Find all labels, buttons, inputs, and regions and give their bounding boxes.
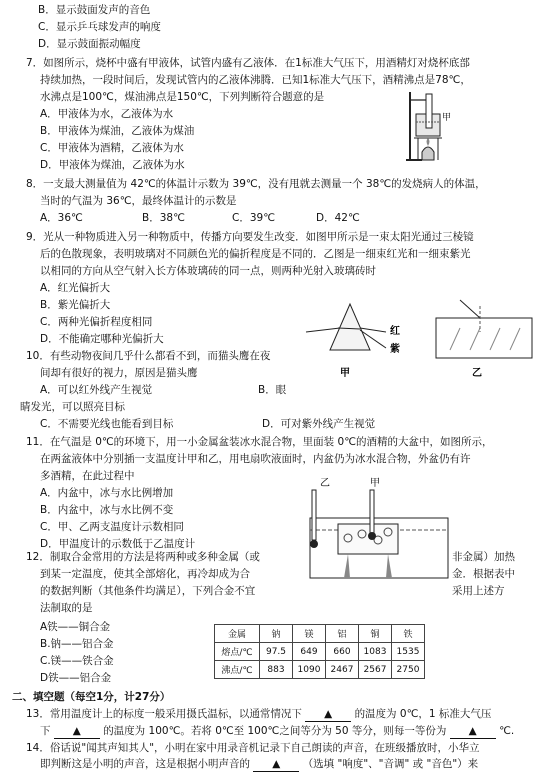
q10-option-b-continued: 睛发光，可以照亮目标 — [20, 401, 125, 413]
table-cell: 1090 — [293, 661, 326, 679]
q9-option-b: B．紫光偏折大 — [40, 299, 111, 311]
q11-option-a: A．内盆中，冰与水比例增加 — [40, 487, 174, 499]
table-cell: 2750 — [392, 661, 425, 679]
q6-option-b: B．显示鼓面发声的音色 — [38, 4, 151, 16]
q11-option-d: D．甲温度计的示数低于乙温度计 — [40, 538, 196, 550]
q10-option-c: C．不需要光线也能看到目标 — [40, 418, 174, 430]
q13-text-1a: 13．常用温度计上的标度一般采用摄氏温标，以通常情况下 — [26, 708, 302, 720]
q8-option-c: C．39℃ — [232, 212, 275, 224]
q13-text-2a: 下 — [40, 725, 51, 737]
q7-option-c: C．甲液体为酒精，乙液体为水 — [40, 142, 184, 154]
table-header-cell: 铝 — [326, 625, 359, 643]
q8-stem-line1: 8．一支最大测量值为 42℃的体温计示数为 39℃，没有甩就去测量一个 38℃的发烧病人的体温， — [26, 178, 486, 190]
table-header-cell: 铜 — [359, 625, 392, 643]
q10-stem-line2: 间却有很好的视力，原因是猫头鹰 — [40, 367, 198, 379]
figure-yi-label: 乙 — [472, 368, 482, 379]
q12-stem-line3b: 采用上述方 — [452, 585, 505, 597]
q9-stem-line2: 后的色散现象，表明玻璃对不同颜色光的偏折程度是不同的．乙图是一细束红光和一细束紫光 — [40, 248, 471, 260]
q7-option-b: B．甲液体为煤油，乙液体为煤油 — [40, 125, 195, 137]
q14-blank: ▲ — [253, 757, 299, 772]
table-cell: 1083 — [359, 643, 392, 661]
q10-option-a: A．可以红外线产生视觉 — [40, 384, 153, 396]
q7-option-a: A．甲液体为水，乙液体为水 — [40, 108, 174, 120]
q9-stem-line1: 9．光从一种物质进入另一种物质中，传播方向要发生改变．如图甲所示是一束太阳光通过三棱镜 — [26, 231, 474, 243]
q7-option-d: D．甲液体为煤油，乙液体为水 — [40, 159, 185, 171]
red-label: 红 — [390, 326, 400, 337]
table-cell: 97.5 — [260, 643, 293, 661]
q10-stem-line1: 10．有些动物夜间几乎什么都看不到，而猫头鹰在夜 — [26, 350, 271, 362]
basin-thermometer-figure — [290, 474, 450, 604]
q13-text-1b: 的温度为 0℃，1 标准大气压 — [354, 708, 492, 720]
table-cell: 649 — [293, 643, 326, 661]
metal-properties-table — [214, 624, 425, 679]
section-title: 二、填空题（每空1分，计27分） — [12, 691, 171, 703]
q14-text-2a: 即判断这是小明的声音，这是根据小明声音的 — [40, 758, 250, 770]
figure-jia-label: 甲 — [340, 368, 350, 379]
table-cell: 660 — [326, 643, 359, 661]
q8-stem-line2: 当时的气温为 36℃，最终体温计的示数是 — [40, 195, 237, 207]
table-cell: 2467 — [326, 661, 359, 679]
q7-stem-line3: 水沸点是100℃，煤油沸点是150℃，下列判断符合题意的是 — [40, 91, 325, 103]
q9-option-a: A．红光偏折大 — [40, 282, 111, 294]
q10-option-d: D．可对紫外线产生视觉 — [262, 418, 376, 430]
q12-stem-line1b: 非金属）加热 — [452, 551, 515, 563]
q12-option-b: B.钠——铝合金 — [40, 638, 114, 650]
table-header-cell: 镁 — [293, 625, 326, 643]
q14-line2 — [40, 757, 478, 772]
table-cell: 2567 — [359, 661, 392, 679]
q12-option-d: D铁——铝合金 — [40, 672, 112, 684]
q9-option-c: C．两种光偏折程度相同 — [40, 316, 153, 328]
table-cell: 883 — [260, 661, 293, 679]
q13-line1 — [26, 707, 491, 722]
q11-option-c: C．甲、乙两支温度计示数相同 — [40, 521, 184, 533]
q13-text-2c: ℃. — [499, 725, 515, 737]
q12-stem-line4: 法制取的是 — [40, 602, 93, 614]
table-header-row — [215, 625, 425, 643]
q12-stem-line1a: 12．制取合金常用的方法是将两种或多种金属（或 — [26, 551, 260, 563]
q6-option-c: C．显示乒乓球发声的响度 — [38, 21, 161, 33]
q6-option-d: D．显示鼓面振动幅度 — [38, 38, 141, 50]
q9-option-d: D．不能确定哪种光偏折大 — [40, 333, 164, 345]
table-cell: 熔点/℃ — [215, 643, 260, 661]
q12-stem-line2a: 到某一定温度，使其全部熔化，再冷却成为合 — [40, 568, 250, 580]
table-header-cell: 铁 — [392, 625, 425, 643]
q13-blank-1: ▲ — [305, 707, 351, 722]
q7-stem-line2: 持续加热，一段时间后，发现试管内的乙液体沸腾．已知1标准大气压下，酒精沸点是78℃， — [40, 74, 471, 86]
q12-option-c: C.镁——铁合金 — [40, 655, 114, 667]
table-row — [215, 661, 425, 679]
q13-line2 — [40, 724, 514, 739]
q11-option-b: B．内盆中，冰与水比例不变 — [40, 504, 174, 516]
q13-blank-2: ▲ — [54, 724, 100, 739]
q12-stem-line3a: 的数据判断（其他条件均满足），下列合金不宜 — [40, 585, 256, 597]
q8-option-d: D．42℃ — [316, 212, 360, 224]
q7-figure-label: 甲 — [442, 113, 452, 123]
q10-option-b: B．眼 — [258, 384, 287, 396]
q12-stem-line2b: 金．根据表中 — [452, 568, 515, 580]
table-header-cell: 金属 — [215, 625, 260, 643]
thermometer-yi-label: 乙 — [320, 478, 330, 489]
q14-text-2b: （选填 "响度"、"音调" 或 "音色"）来 — [302, 758, 479, 770]
table-cell: 沸点/℃ — [215, 661, 260, 679]
q8-option-a: A．36℃ — [40, 212, 83, 224]
table-cell: 1535 — [392, 643, 425, 661]
beaker-apparatus-figure — [402, 86, 452, 166]
q13-text-2b: 的温度为 100℃。若将 0℃至 100℃之间等分为 50 等分，则每一等份为 — [103, 725, 447, 737]
q11-stem-line2: 在两盆液体中分别插一支温度计甲和乙，用电扇吹液面时，内盆仍为冰水混合物，外盆仍有许 — [40, 453, 471, 465]
thermometer-jia-label: 甲 — [370, 478, 380, 489]
optics-figures — [300, 292, 550, 382]
q8-option-b: B．38℃ — [142, 212, 185, 224]
table-header-cell: 钠 — [260, 625, 293, 643]
q12-option-a: A铁——铜合金 — [40, 621, 111, 633]
q11-stem-line3: 多酒精，在此过程中 — [40, 470, 135, 482]
q14-line1: 14．俗话说"闻其声知其人"，小明在家中用录音机记录下自己朗读的声音，在班级播放时，小华立 — [26, 742, 480, 754]
table-row — [215, 643, 425, 661]
q11-stem-line1: 11．在气温是 0℃的环境下，用一小金属盆装冰水混合物，里面装 0℃的酒精的大盆中，如图所示， — [26, 436, 493, 448]
q9-stem-line3: 以相同的方向从空气射入长方体玻璃砖的同一点，则两种光射入玻璃砖时 — [40, 265, 376, 277]
q13-blank-3: ▲ — [450, 724, 496, 739]
purple-label: 紫 — [390, 344, 400, 355]
q7-stem-line1: 7．如图所示，烧杯中盛有甲液体，试管内盛有乙液体．在1标准大气压下，用酒精灯对烧杯底部 — [26, 57, 470, 69]
